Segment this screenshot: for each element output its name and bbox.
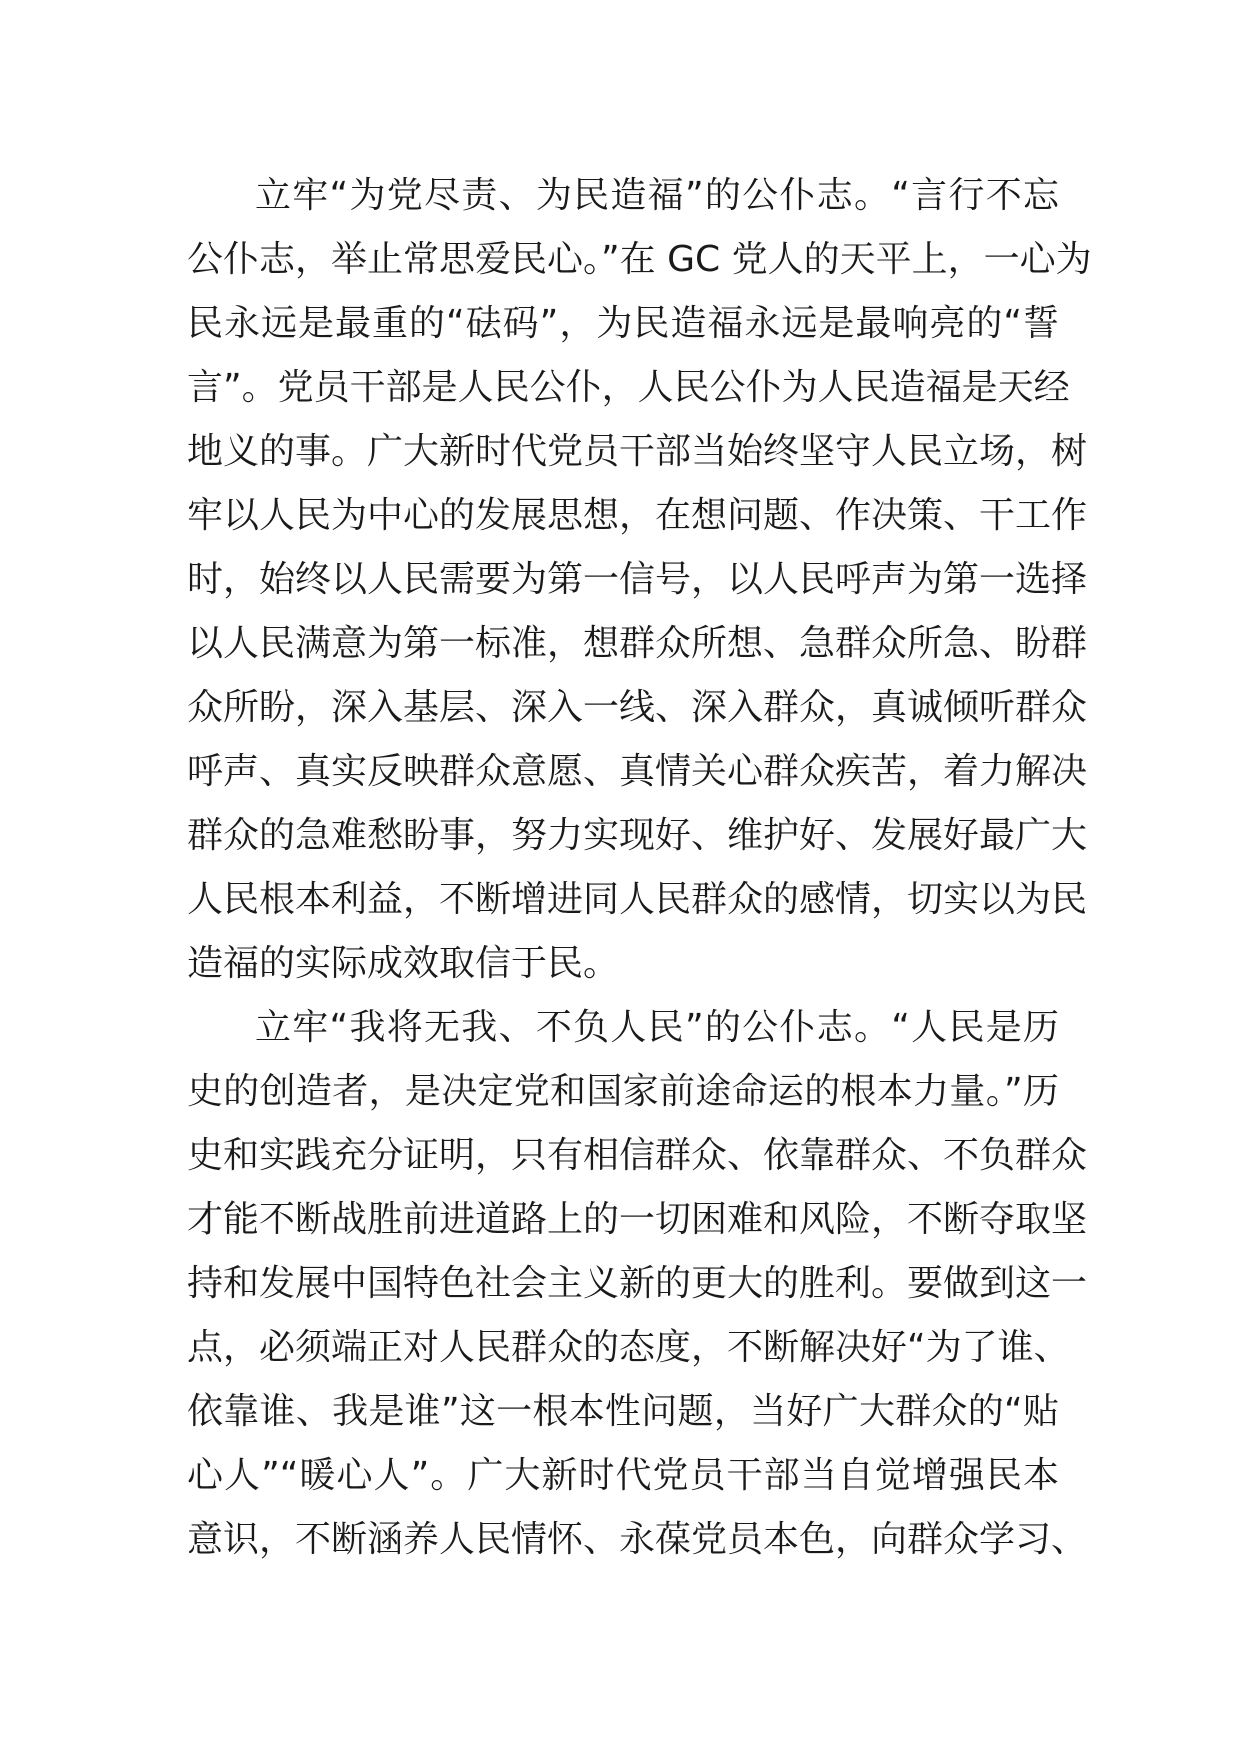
body-text — [187, 164, 1092, 1572]
paragraph-1 — [187, 164, 1092, 996]
text-line: 公仆志，举止常思爱民心。”在 GC 党人的天平上，一心为 — [187, 239, 1092, 280]
text-line: 时，始终以人民需要为第一信号，以人民呼声为第一选择 — [187, 559, 1088, 600]
text-line: 史和实践充分证明，只有相信群众、依靠群众、不负群众 — [187, 1135, 1088, 1176]
paragraph-2 — [187, 996, 1088, 1572]
text-line: 点，必须端正对人民群众的态度，不断解决好“为了谁、 — [187, 1327, 1070, 1368]
text-line: 众所盼，深入基层、深入一线、深入群众，真诚倾听群众 — [187, 687, 1088, 728]
text-line: 才能不断战胜前进道路上的一切困难和风险，不断夺取坚 — [187, 1199, 1088, 1240]
text-line: 史的创造者，是决定党和国家前途命运的根本力量。”历 — [187, 1071, 1059, 1112]
text-line: 立牢“我将无我、不负人民”的公仆志。“人民是历 — [255, 1007, 1059, 1048]
text-line: 民永远是最重的“砝码”，为民造福永远是最响亮的“誓 — [187, 303, 1059, 344]
text-line: 立牢“为党尽责、为民造福”的公仆志。“言行不忘 — [255, 175, 1059, 216]
text-line: 依靠谁、我是谁”这一根本性问题，当好广大群众的“贴 — [187, 1391, 1059, 1432]
text-line: 呼声、真实反映群众意愿、真情关心群众疾苦，着力解决 — [187, 751, 1088, 792]
text-line: 言”。党员干部是人民公仆，人民公仆为人民造福是天经 — [187, 367, 1070, 408]
text-line: 地义的事。广大新时代党员干部当始终坚守人民立场，树 — [187, 431, 1088, 472]
text-line: 意识，不断涵养人民情怀、永葆党员本色，向群众学习、 — [187, 1519, 1088, 1560]
text-line: 持和发展中国特色社会主义新的更大的胜利。要做到这一 — [187, 1263, 1088, 1304]
text-line: 群众的急难愁盼事，努力实现好、维护好、发展好最广大 — [187, 815, 1088, 856]
text-line: 人民根本利益，不断增进同人民群众的感情，切实以为民 — [187, 879, 1088, 920]
text-line: 心人”“暖心人”。广大新时代党员干部当自觉增强民本 — [187, 1455, 1059, 1496]
text-line: 牢以人民为中心的发展思想，在想问题、作决策、干工作 — [187, 495, 1088, 536]
text-line: 造福的实际成效取信于民。 — [187, 943, 620, 984]
text-line: 以人民满意为第一标准，想群众所想、急群众所急、盼群 — [187, 623, 1088, 664]
